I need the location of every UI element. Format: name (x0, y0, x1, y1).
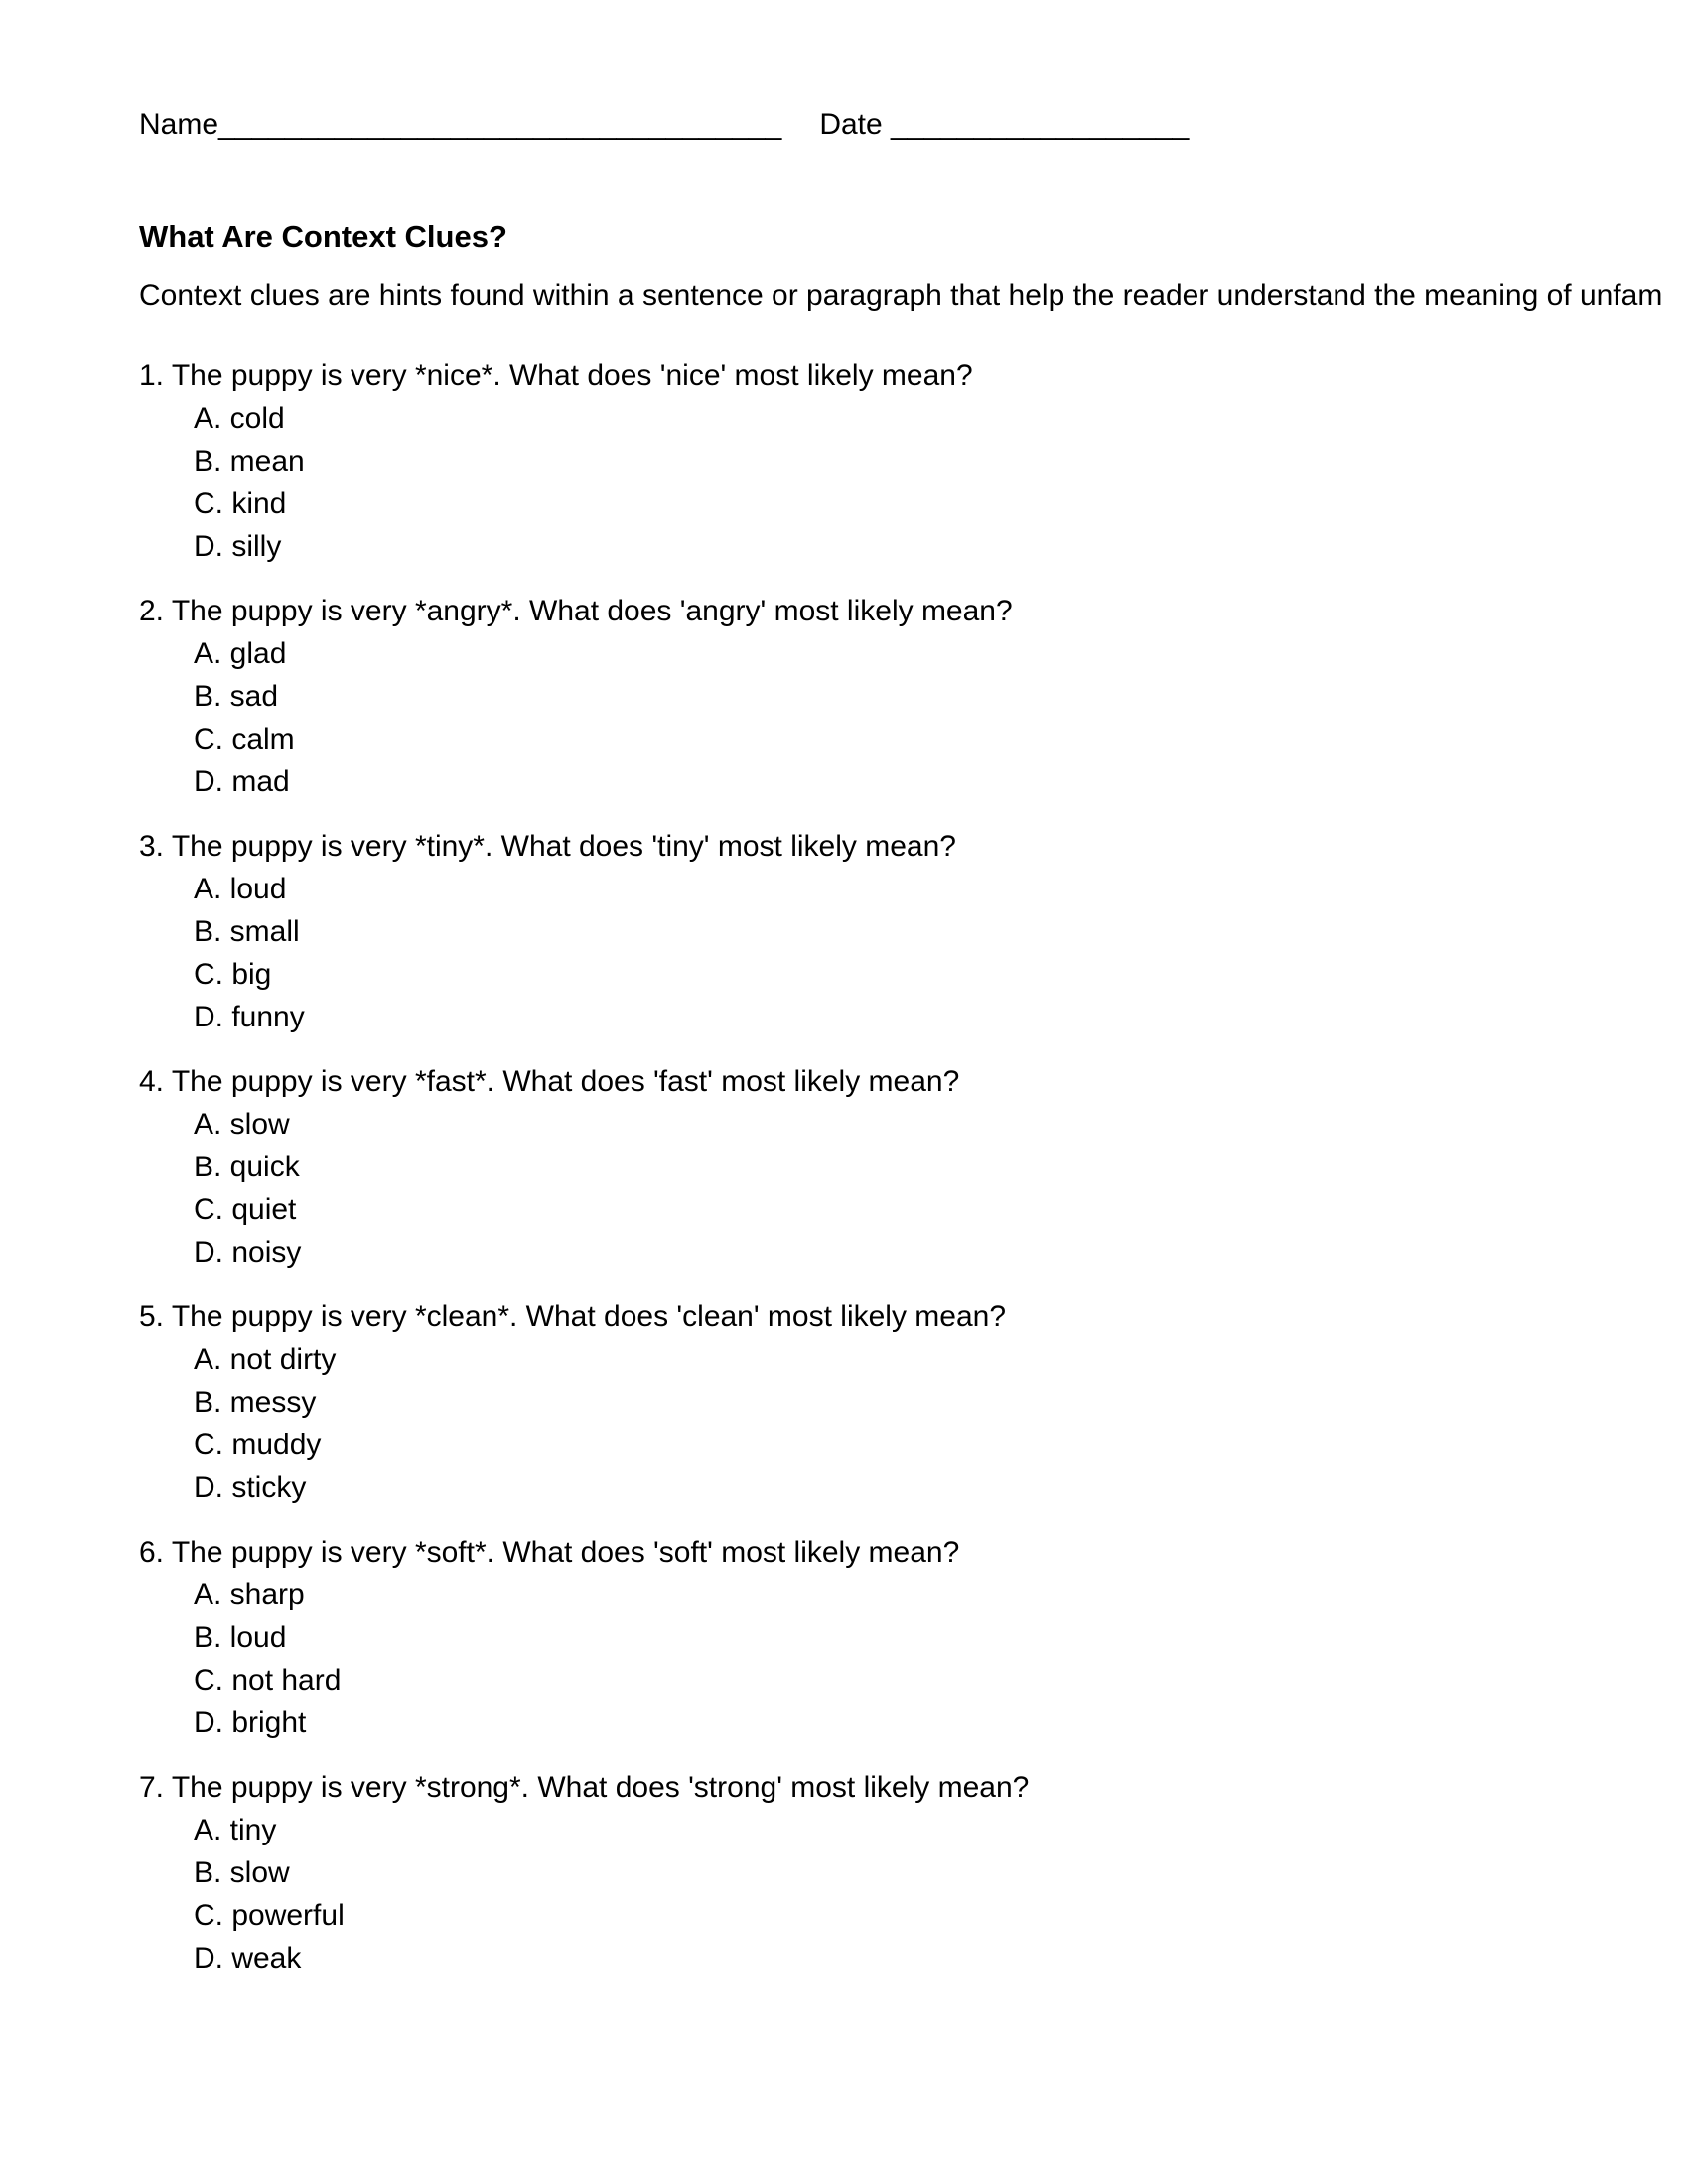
question-text: The puppy is very *angry*. What does 'angry' most likely mean? (171, 595, 1013, 627)
question-number: 6. (139, 1536, 165, 1569)
answer-option: A. not dirty (194, 1343, 337, 1376)
date-label: Date (819, 108, 883, 141)
question-number: 4. (139, 1065, 165, 1098)
answer-option: A. sharp (194, 1578, 305, 1611)
question-text: The puppy is very *nice*. What does 'nice' most likely mean? (171, 359, 973, 392)
question-block (139, 1531, 1688, 1744)
question-text: The puppy is very *strong*. What does 'strong' most likely mean? (171, 1771, 1030, 1804)
answer-option: A. slow (194, 1108, 290, 1141)
question-line (139, 1060, 1688, 1103)
question-number: 5. (139, 1300, 165, 1333)
question-block (139, 354, 1688, 568)
question-block (139, 1766, 1688, 1979)
answer-option: A. tiny (194, 1814, 277, 1846)
name-blank-line[interactable]: __________________________________ (218, 108, 782, 141)
question-line (139, 590, 1688, 632)
answer-option: D. mad (194, 765, 290, 798)
question-line (139, 825, 1688, 868)
answer-option: A. glad (194, 637, 287, 670)
question-number: 3. (139, 830, 165, 863)
answer-option: C. big (194, 958, 272, 991)
answer-options (194, 397, 1688, 568)
answer-option: C. powerful (194, 1899, 345, 1932)
answer-option: B. mean (194, 445, 305, 478)
question-block (139, 1296, 1688, 1509)
answer-options (194, 868, 1688, 1038)
question-text: The puppy is very *clean*. What does 'clean' most likely mean? (171, 1300, 1007, 1333)
question-text: The puppy is very *fast*. What does 'fast' most likely mean? (171, 1065, 960, 1098)
answer-option: D. funny (194, 1001, 305, 1033)
question-block (139, 825, 1688, 1038)
answer-options (194, 1338, 1688, 1509)
answer-option: A. cold (194, 402, 285, 435)
answer-option: C. calm (194, 723, 295, 755)
answer-option: D. sticky (194, 1471, 307, 1504)
question-line (139, 1531, 1688, 1573)
answer-option: C. kind (194, 487, 287, 520)
answer-option: D. bright (194, 1706, 307, 1739)
answer-option: A. loud (194, 873, 287, 905)
answer-option: B. slow (194, 1856, 290, 1889)
answer-option: B. quick (194, 1151, 300, 1183)
answer-option: B. small (194, 915, 300, 948)
answer-option: B. messy (194, 1386, 317, 1419)
date-blank-line[interactable]: __________________ (891, 108, 1190, 141)
name-date-row (139, 103, 1688, 147)
answer-option: C. not hard (194, 1664, 342, 1697)
question-block (139, 1060, 1688, 1274)
question-line (139, 1296, 1688, 1338)
answer-option: D. silly (194, 530, 282, 563)
question-line (139, 354, 1688, 397)
question-text: The puppy is very *soft*. What does 'soft' most likely mean? (171, 1536, 960, 1569)
question-number: 1. (139, 359, 165, 392)
answer-option: B. loud (194, 1621, 287, 1654)
question-line (139, 1766, 1688, 1809)
question-number: 2. (139, 595, 165, 627)
answer-options (194, 632, 1688, 803)
answer-option: B. sad (194, 680, 279, 713)
question-block (139, 590, 1688, 803)
page-title: What Are Context Clues? (139, 219, 507, 254)
question-number: 7. (139, 1771, 165, 1804)
questions-list (139, 354, 1688, 1979)
question-text: The puppy is very *tiny*. What does 'tiny' most likely mean? (171, 830, 956, 863)
answer-options (194, 1809, 1688, 1979)
intro-text: Context clues are hints found within a sentence or paragraph that help the reader understand the meaning of unfam (139, 279, 1663, 312)
answer-option: C. quiet (194, 1193, 297, 1226)
name-label: Name (139, 108, 219, 141)
answer-option: D. noisy (194, 1236, 302, 1269)
answer-option: C. muddy (194, 1429, 322, 1461)
answer-options (194, 1103, 1688, 1274)
answer-option: D. weak (194, 1942, 302, 1975)
answer-options (194, 1573, 1688, 1744)
